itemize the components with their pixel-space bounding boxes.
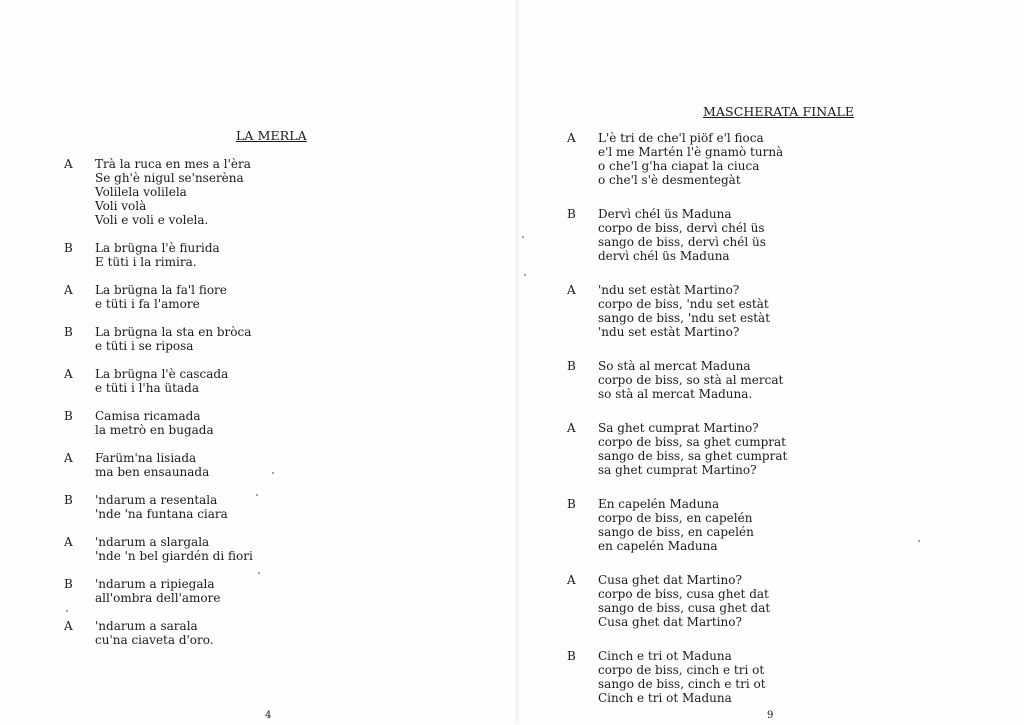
left-page-title: LA MERLA	[236, 128, 307, 143]
verse-line: corpo de biss, cusa ghet dat	[598, 587, 769, 601]
stanza	[567, 283, 787, 339]
verse-line: 'ndu set estàt Martino?	[598, 283, 740, 297]
stanza-speaker: B	[567, 207, 576, 221]
stanza-lines	[95, 409, 214, 437]
right-page-title: MASCHERATA FINALE	[703, 104, 855, 119]
verse-line: 'ndarum a ripiegala	[95, 577, 215, 591]
stanza-speaker: A	[64, 157, 73, 171]
verse-line: 'nde 'na funtana ciara	[95, 507, 228, 521]
stanza-speaker: B	[64, 325, 73, 339]
scan-speck	[66, 610, 68, 612]
verse-line: sango de biss, 'ndu set estàt	[598, 311, 771, 325]
stanza	[567, 207, 787, 263]
verse-line: o che'l g'ha ciapat la ciuca	[598, 159, 760, 173]
right-page-number: 9	[767, 710, 774, 721]
stanza-speaker: A	[64, 283, 73, 297]
verse-line: L'è tri de che'l piöf e'l fioca	[598, 131, 764, 145]
verse-line: corpo de biss, 'ndu set estàt	[598, 297, 769, 311]
stanza	[567, 573, 787, 629]
stanza-speaker: B	[64, 241, 73, 255]
verse-line: Cinch e tri ot Maduna	[598, 649, 732, 663]
verse-line: En capelén Maduna	[598, 497, 720, 511]
verse-line: cu'na ciaveta d'oro.	[95, 633, 214, 647]
verse-line: 'ndarum a slargala	[95, 535, 210, 549]
stanza-speaker: B	[64, 577, 73, 591]
stanza-speaker: B	[64, 409, 73, 423]
scan-speck	[256, 494, 258, 496]
stanza-lines	[95, 157, 251, 227]
stanza-lines	[598, 131, 783, 187]
stanza-lines	[95, 367, 228, 395]
verse-line: Farüm'na lisiada	[95, 451, 197, 465]
verse-line: en capelén Maduna	[598, 539, 718, 553]
verse-line: ma ben ensaunada	[95, 465, 210, 479]
left-stanza-list	[64, 157, 253, 661]
stanza-lines	[598, 207, 766, 263]
verse-line: 'ndu set estàt Martino?	[598, 325, 740, 339]
verse-line: sango de biss, cusa ghet dat	[598, 601, 771, 615]
stanza	[567, 421, 787, 477]
stanza	[567, 497, 787, 553]
scan-speck	[522, 236, 524, 238]
stanza-speaker: B	[567, 359, 576, 373]
verse-line: Se gh'è nigul se'nserèna	[95, 171, 244, 185]
verse-line: e tüti i se riposa	[95, 339, 194, 353]
stanza	[64, 493, 253, 521]
verse-line: Voli e voli e volela.	[95, 213, 209, 227]
stanza-speaker: B	[567, 497, 576, 511]
verse-line: all'ombra dell'amore	[95, 591, 221, 605]
scan-speck	[258, 572, 260, 574]
verse-line: sango de biss, cinch e tri ot	[598, 677, 766, 691]
stanza-lines	[95, 535, 253, 563]
verse-line: e tüti i l'ha ütada	[95, 381, 199, 395]
verse-line: 'ndarum a sarala	[95, 619, 198, 633]
verse-line: La brügna la sta en bròca	[95, 325, 252, 339]
stanza-speaker: A	[567, 573, 576, 587]
stanza-speaker: A	[64, 367, 73, 381]
stanza-speaker: A	[567, 131, 576, 145]
verse-line: e tüti i fa l'amore	[95, 297, 200, 311]
verse-line: Dervì chél üs Maduna	[598, 207, 732, 221]
verse-line: o che'l s'è desmentegàt	[598, 173, 741, 187]
verse-line: Camisa ricamada	[95, 409, 201, 423]
stanza	[64, 367, 253, 395]
stanza-lines	[95, 577, 220, 605]
verse-line: corpo de biss, cinch e tri ot	[598, 663, 765, 677]
stanza-lines	[95, 493, 228, 521]
stanza	[567, 649, 787, 705]
stanza-speaker: A	[64, 619, 73, 633]
stanza-speaker: A	[64, 535, 73, 549]
stanza	[64, 409, 253, 437]
verse-line: Cusa ghet dat Martino?	[598, 573, 742, 587]
stanza-speaker: A	[64, 451, 73, 465]
left-page-number: 4	[265, 710, 272, 721]
stanza-lines	[598, 573, 770, 629]
verse-line: corpo de biss, en capelén	[598, 511, 753, 525]
right-page	[520, 0, 1024, 724]
stanza	[64, 157, 253, 227]
stanza-speaker: B	[567, 649, 576, 663]
verse-line: corpo de biss, so stà al mercat	[598, 373, 784, 387]
stanza	[64, 535, 253, 563]
verse-line: so stà al mercat Maduna.	[598, 387, 753, 401]
stanza-lines	[95, 241, 220, 269]
verse-line: sango de biss, en capelén	[598, 525, 754, 539]
stanza-lines	[95, 619, 214, 647]
verse-line: Cinch e tri ot Maduna	[598, 691, 732, 705]
verse-line: sango de biss, sa ghet cumprat	[598, 449, 788, 463]
verse-line: Volilela volilela	[95, 185, 187, 199]
verse-line: Cusa ghet dat Martino?	[598, 615, 742, 629]
verse-line: la metrò en bugada	[95, 423, 214, 437]
stanza	[64, 325, 253, 353]
scan-speck	[272, 472, 274, 474]
stanza-lines	[95, 283, 227, 311]
stanza-speaker: B	[64, 493, 73, 507]
verse-line: e'l me Martén l'è gnamò turnà	[598, 145, 784, 159]
stanza	[64, 619, 253, 647]
stanza-lines	[95, 325, 251, 353]
verse-line: Sa ghet cumprat Martino?	[598, 421, 759, 435]
verse-line: corpo de biss, sa ghet cumprat	[598, 435, 786, 449]
verse-line: sa ghet cumprat Martino?	[598, 463, 757, 477]
stanza-lines	[95, 451, 209, 479]
verse-line: 'ndarum a resentala	[95, 493, 218, 507]
verse-line: sango de biss, dervì chél üs	[598, 235, 766, 249]
stanza-speaker: A	[567, 283, 576, 297]
verse-line: La brügna l'è fiurida	[95, 241, 220, 255]
scan-speck	[918, 540, 920, 542]
stanza	[567, 359, 787, 401]
verse-line: Voli volà	[95, 199, 147, 213]
stanza	[64, 283, 253, 311]
verse-line: So stà al mercat Maduna	[598, 359, 751, 373]
stanza	[64, 577, 253, 605]
scan-speck	[524, 274, 526, 276]
stanza	[567, 131, 787, 187]
stanza-lines	[598, 649, 766, 705]
stanza	[64, 241, 253, 269]
right-stanza-list	[567, 131, 787, 725]
stanza-lines	[598, 283, 770, 339]
verse-line: La brügna la fa'l fiore	[95, 283, 227, 297]
stanza-lines	[598, 421, 787, 477]
verse-line: corpo de biss, dervì chél üs	[598, 221, 765, 235]
verse-line: La brügna l'è cascada	[95, 367, 229, 381]
stanza-speaker: A	[567, 421, 576, 435]
stanza-lines	[598, 359, 783, 401]
stanza	[64, 451, 253, 479]
verse-line: dervì chél üs Maduna	[598, 249, 730, 263]
verse-line: Trà la ruca en mes a l'èra	[95, 157, 251, 171]
verse-line: E tüti i la rimira.	[95, 255, 197, 269]
stanza-lines	[598, 497, 754, 553]
verse-line: 'nde 'n bel giardén di fiori	[95, 549, 253, 563]
